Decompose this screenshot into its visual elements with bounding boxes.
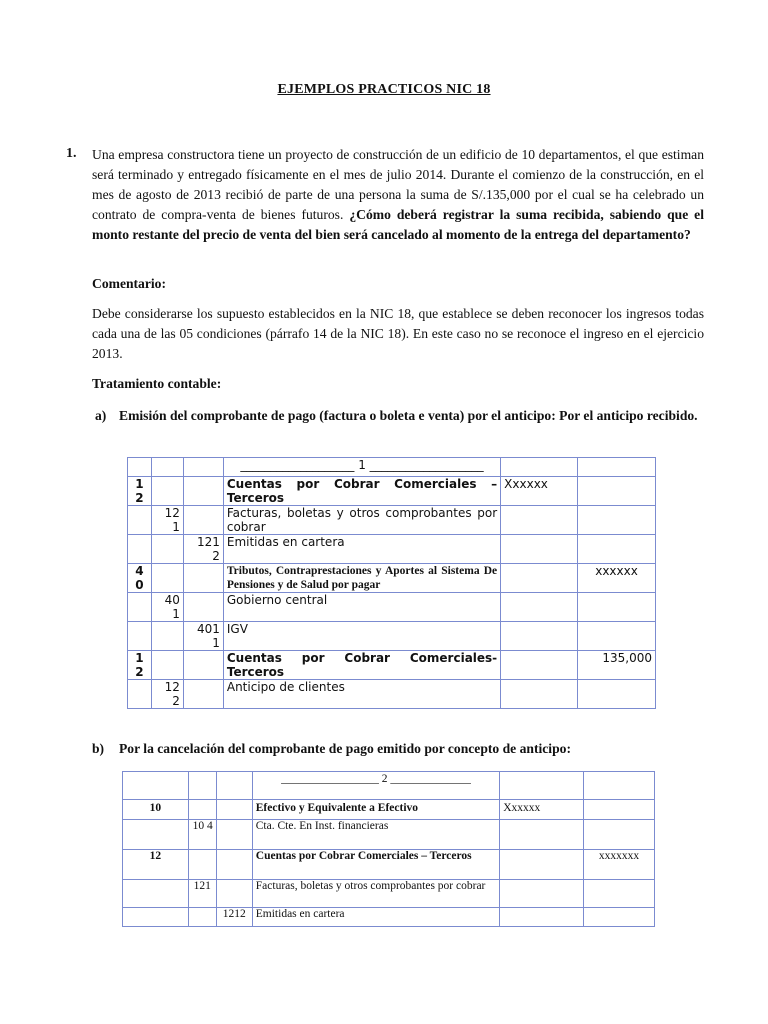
item-a-text: Emisión del comprobante de pago (factura o boleta e venta) por el anticipo: Por el anticipo recibido. <box>119 408 698 423</box>
subaccount-code <box>151 535 183 564</box>
division-code <box>216 820 252 850</box>
credit-amount: 135,000 <box>578 651 656 680</box>
table-row <box>128 535 656 564</box>
item-b-marker: b) <box>92 741 105 756</box>
debit-amount <box>500 908 584 927</box>
account-description: Emitidas en cartera <box>252 908 499 927</box>
account-description: Cuentas por Cobrar Comerciales – Terceros <box>252 850 499 880</box>
credit-amount <box>584 800 655 820</box>
table-row <box>123 908 655 927</box>
table-header-row <box>123 772 655 800</box>
debit-amount <box>501 535 578 564</box>
table-row <box>123 850 655 880</box>
table-row <box>128 651 656 680</box>
page-title: EJEMPLOS PRACTICOS NIC 18 <box>277 82 491 97</box>
debit-amount <box>501 564 578 593</box>
credit-amount <box>578 593 656 622</box>
account-description: Gobierno central <box>223 593 500 622</box>
account-code: 10 <box>123 800 189 820</box>
table-row <box>128 564 656 593</box>
subaccount-code <box>151 477 183 506</box>
division-code <box>216 850 252 880</box>
table-row <box>123 820 655 850</box>
account-code <box>123 820 189 850</box>
credit-amount: xxxxxxx <box>584 850 655 880</box>
debit-amount <box>501 680 578 709</box>
account-description: Cta. Cte. En Inst. financieras <box>252 820 499 850</box>
division-code: 1212 <box>216 908 252 927</box>
table-row <box>128 506 656 535</box>
subaccount-code <box>188 908 216 927</box>
table-row <box>123 800 655 820</box>
question-number: 1. <box>66 146 77 161</box>
question-paragraph <box>92 145 704 245</box>
division-code <box>216 800 252 820</box>
table-row <box>128 593 656 622</box>
account-description: IGV <box>223 622 500 651</box>
credit-amount <box>578 477 656 506</box>
division-code <box>183 506 223 535</box>
subaccount-code <box>188 850 216 880</box>
debit-amount <box>501 506 578 535</box>
question-text: Una empresa constructora tiene un proyecto de construcción de un edificio de 10 departamentos, el que estiman será terminado y entregado físicamente en el mes de julio 2014. Durante el comienzo de la construcción, en el mes de agosto de 2013 recibió de parte de una persona la suma de S/.135,000 por el cual se ha celebrado un contrato de compra-venta de bienes futuros. <box>92 147 704 222</box>
account-description: Efectivo y Equivalente a Efectivo <box>252 800 499 820</box>
division-code: 121 2 <box>183 535 223 564</box>
comentario-paragraph: Debe considerarse los supuesto establecidos en la NIC 18, que establece se deben reconocer los ingresos todas cada una de las 05 condiciones (párrafo 14 de la NIC 18). En este caso no se reconoce el ingreso en el ejercicio 2013. <box>92 306 704 361</box>
credit-amount: xxxxxx <box>578 564 656 593</box>
account-code <box>128 535 152 564</box>
credit-amount <box>578 622 656 651</box>
account-description: Tributos, Contraprestaciones y Aportes al Sistema De Pensiones y de Salud por pagar <box>223 564 500 593</box>
table-row <box>128 680 656 709</box>
table-row <box>128 477 656 506</box>
debit-amount <box>500 880 584 908</box>
subaccount-code <box>151 622 183 651</box>
account-description: Anticipo de clientes <box>223 680 500 709</box>
account-description: Facturas, boletas y otros comprobantes por cobrar <box>252 880 499 908</box>
account-code <box>123 908 189 927</box>
journal-table-2 <box>122 771 655 927</box>
account-code: 12 <box>123 850 189 880</box>
entry-header: ___________________ 1 ___________________ <box>223 458 500 477</box>
debit-amount: Xxxxxx <box>501 477 578 506</box>
subaccount-code <box>188 800 216 820</box>
account-description: Facturas, boletas y otros comprobantes por cobrar <box>223 506 500 535</box>
credit-amount <box>578 680 656 709</box>
debit-amount <box>500 850 584 880</box>
account-code: 4 0 <box>128 564 152 593</box>
tratamiento-heading: Tratamiento contable: <box>92 376 222 391</box>
journal-table-1 <box>127 457 656 709</box>
debit-amount <box>501 593 578 622</box>
entry-header: _________________ 2 ______________ <box>252 772 499 800</box>
comentario-heading: Comentario: <box>92 276 166 291</box>
account-code <box>128 622 152 651</box>
account-description: Cuentas por Cobrar Comerciales – Terceros <box>223 477 500 506</box>
item-a-marker: a) <box>95 408 107 423</box>
account-code <box>128 506 152 535</box>
subaccount-code: 40 1 <box>151 593 183 622</box>
account-description: Emitidas en cartera <box>223 535 500 564</box>
credit-amount <box>578 506 656 535</box>
account-code: 1 2 <box>128 477 152 506</box>
debit-amount <box>501 651 578 680</box>
division-code <box>183 593 223 622</box>
account-code: 1 2 <box>128 651 152 680</box>
credit-amount <box>578 535 656 564</box>
table-header-row <box>128 458 656 477</box>
debit-amount <box>501 622 578 651</box>
credit-amount <box>584 880 655 908</box>
debit-amount: Xxxxxx <box>500 800 584 820</box>
subaccount-code: 12 2 <box>151 680 183 709</box>
division-code <box>183 477 223 506</box>
division-code <box>216 880 252 908</box>
subaccount-code <box>151 564 183 593</box>
account-code <box>128 680 152 709</box>
subaccount-code <box>151 651 183 680</box>
credit-amount <box>584 820 655 850</box>
debit-amount <box>500 820 584 850</box>
table-row <box>128 622 656 651</box>
division-code <box>183 564 223 593</box>
division-code <box>183 651 223 680</box>
account-code <box>123 880 189 908</box>
subaccount-code: 10 4 <box>188 820 216 850</box>
subaccount-code: 12 1 <box>151 506 183 535</box>
subaccount-code: 121 <box>188 880 216 908</box>
account-description: Cuentas por Cobrar Comerciales- Terceros <box>223 651 500 680</box>
division-code: 401 1 <box>183 622 223 651</box>
question-bold-text: ¿Cómo deberá registrar la suma recibida, sabiendo que el monto restante del precio de venta del bien será cancelado al momento de la entrega del departamento? <box>92 207 704 242</box>
division-code <box>183 680 223 709</box>
table-row <box>123 880 655 908</box>
credit-amount <box>584 908 655 927</box>
account-code <box>128 593 152 622</box>
item-b-text: Por la cancelación del comprobante de pago emitido por concepto de anticipo: <box>119 741 571 756</box>
